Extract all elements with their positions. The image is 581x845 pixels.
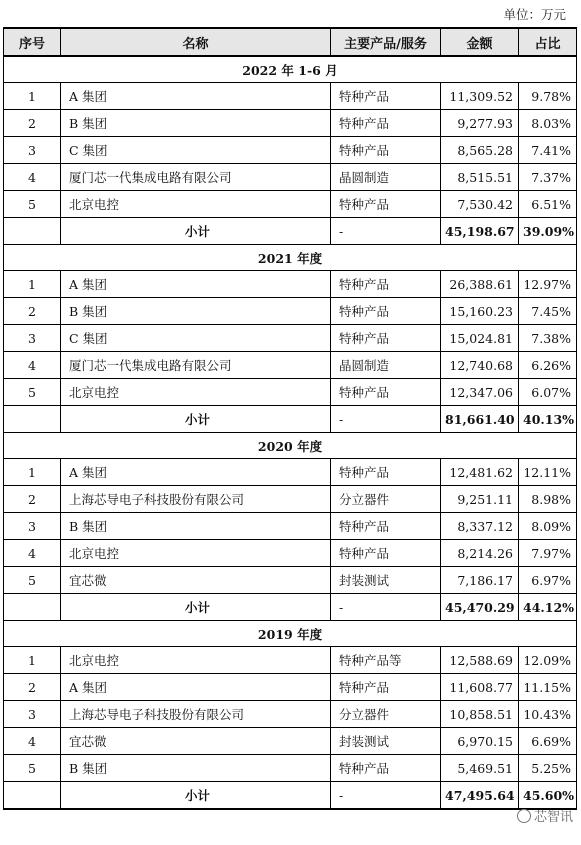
amount: 12,347.06 xyxy=(441,379,519,406)
table-row xyxy=(4,459,577,486)
period-label: 2020 年度 xyxy=(4,433,577,459)
amount: 5,469.51 xyxy=(441,755,519,782)
subtotal-amount: 47,495.64 xyxy=(441,782,519,810)
subtotal-label: 小计 xyxy=(61,782,331,810)
row-index: 4 xyxy=(4,352,61,379)
ratio: 9.78% xyxy=(519,83,577,110)
customer-name: A 集团 xyxy=(61,674,331,701)
customer-name: 北京电控 xyxy=(61,647,331,674)
ratio: 7.45% xyxy=(519,298,577,325)
amount: 12,740.68 xyxy=(441,352,519,379)
product-type: 特种产品 xyxy=(331,110,441,137)
product-type: 特种产品 xyxy=(331,379,441,406)
customer-name: C 集团 xyxy=(61,325,331,352)
table-row xyxy=(4,325,577,352)
row-index: 2 xyxy=(4,110,61,137)
customer-name: 北京电控 xyxy=(61,379,331,406)
period-row xyxy=(4,433,577,459)
table-row xyxy=(4,486,577,513)
product-type: 特种产品 xyxy=(331,137,441,164)
subtotal-row xyxy=(4,218,577,245)
row-index: 5 xyxy=(4,567,61,594)
subtotal-label: 小计 xyxy=(61,594,331,621)
ratio: 6.51% xyxy=(519,191,577,218)
ratio: 7.41% xyxy=(519,137,577,164)
customer-name: 宜芯微 xyxy=(61,567,331,594)
customer-name: 厦门芯一代集成电路有限公司 xyxy=(61,352,331,379)
amount: 11,608.77 xyxy=(441,674,519,701)
customer-name: 宜芯微 xyxy=(61,728,331,755)
ratio: 12.09% xyxy=(519,647,577,674)
period-row xyxy=(4,56,577,83)
customer-name: 北京电控 xyxy=(61,191,331,218)
header-name: 名称 xyxy=(61,28,331,56)
ratio: 6.69% xyxy=(519,728,577,755)
ratio: 6.97% xyxy=(519,567,577,594)
amount: 11,309.52 xyxy=(441,83,519,110)
row-index: 3 xyxy=(4,513,61,540)
ratio: 8.09% xyxy=(519,513,577,540)
table-header-row xyxy=(4,28,577,56)
subtotal-index-cell xyxy=(4,594,61,621)
subtotal-row xyxy=(4,782,577,810)
table-row xyxy=(4,271,577,298)
subtotal-index-cell xyxy=(4,406,61,433)
product-type: 特种产品 xyxy=(331,191,441,218)
subtotal-index-cell xyxy=(4,782,61,810)
subtotal-ratio: 40.13% xyxy=(519,406,577,433)
table-row xyxy=(4,137,577,164)
product-type: 分立器件 xyxy=(331,701,441,728)
amount: 7,186.17 xyxy=(441,567,519,594)
row-index: 1 xyxy=(4,459,61,486)
amount: 8,565.28 xyxy=(441,137,519,164)
product-type: 特种产品等 xyxy=(331,647,441,674)
subtotal-ratio: 44.12% xyxy=(519,594,577,621)
row-index: 5 xyxy=(4,191,61,218)
period-label: 2019 年度 xyxy=(4,621,577,647)
customer-name: B 集团 xyxy=(61,513,331,540)
row-index: 1 xyxy=(4,647,61,674)
product-type: 特种产品 xyxy=(331,83,441,110)
ratio: 12.11% xyxy=(519,459,577,486)
customer-name: A 集团 xyxy=(61,271,331,298)
subtotal-amount: 45,470.29 xyxy=(441,594,519,621)
row-index: 5 xyxy=(4,379,61,406)
row-index: 3 xyxy=(4,137,61,164)
amount: 12,588.69 xyxy=(441,647,519,674)
row-index: 4 xyxy=(4,164,61,191)
ratio: 7.37% xyxy=(519,164,577,191)
row-index: 4 xyxy=(4,540,61,567)
amount: 8,515.51 xyxy=(441,164,519,191)
amount: 12,481.62 xyxy=(441,459,519,486)
subtotal-ratio: 45.60% xyxy=(519,782,577,810)
amount: 6,970.15 xyxy=(441,728,519,755)
product-type: 特种产品 xyxy=(331,540,441,567)
ratio: 12.97% xyxy=(519,271,577,298)
amount: 15,024.81 xyxy=(441,325,519,352)
product-type: 特种产品 xyxy=(331,271,441,298)
ratio: 5.25% xyxy=(519,755,577,782)
table-row xyxy=(4,755,577,782)
table-row xyxy=(4,83,577,110)
product-type: 特种产品 xyxy=(331,459,441,486)
product-type: 特种产品 xyxy=(331,325,441,352)
customer-name: B 集团 xyxy=(61,298,331,325)
subtotal-amount: 81,661.40 xyxy=(441,406,519,433)
subtotal-index-cell xyxy=(4,218,61,245)
product-type: 晶圆制造 xyxy=(331,352,441,379)
table-row xyxy=(4,191,577,218)
amount: 8,214.26 xyxy=(441,540,519,567)
customer-name: B 集团 xyxy=(61,110,331,137)
ratio: 10.43% xyxy=(519,701,577,728)
row-index: 2 xyxy=(4,674,61,701)
customer-name: B 集团 xyxy=(61,755,331,782)
subtotal-row xyxy=(4,594,577,621)
ratio: 7.38% xyxy=(519,325,577,352)
customer-name: A 集团 xyxy=(61,459,331,486)
product-type: 特种产品 xyxy=(331,674,441,701)
subtotal-product: - xyxy=(331,218,441,245)
subtotal-row xyxy=(4,406,577,433)
subtotal-amount: 45,198.67 xyxy=(441,218,519,245)
amount: 9,251.11 xyxy=(441,486,519,513)
watermark-text: 芯智讯 xyxy=(533,810,573,825)
product-type: 分立器件 xyxy=(331,486,441,513)
customer-name: 北京电控 xyxy=(61,540,331,567)
subtotal-product: - xyxy=(331,594,441,621)
amount: 26,388.61 xyxy=(441,271,519,298)
ratio: 6.07% xyxy=(519,379,577,406)
amount: 8,337.12 xyxy=(441,513,519,540)
product-type: 特种产品 xyxy=(331,298,441,325)
subtotal-product: - xyxy=(331,406,441,433)
ratio: 8.98% xyxy=(519,486,577,513)
customer-name: 厦门芯一代集成电路有限公司 xyxy=(61,164,331,191)
period-row xyxy=(4,245,577,271)
subtotal-label: 小计 xyxy=(61,218,331,245)
customer-name: 上海芯导电子科技股份有限公司 xyxy=(61,701,331,728)
table-row xyxy=(4,379,577,406)
wechat-icon xyxy=(517,809,531,823)
row-index: 3 xyxy=(4,701,61,728)
table-row xyxy=(4,701,577,728)
subtotal-ratio: 39.09% xyxy=(519,218,577,245)
customer-name: 上海芯导电子科技股份有限公司 xyxy=(61,486,331,513)
period-row xyxy=(4,621,577,647)
product-type: 封装测试 xyxy=(331,567,441,594)
product-type: 特种产品 xyxy=(331,513,441,540)
amount: 9,277.93 xyxy=(441,110,519,137)
customer-name: C 集团 xyxy=(61,137,331,164)
ratio: 7.97% xyxy=(519,540,577,567)
amount: 7,530.42 xyxy=(441,191,519,218)
row-index: 3 xyxy=(4,325,61,352)
ratio: 6.26% xyxy=(519,352,577,379)
row-index: 5 xyxy=(4,755,61,782)
product-type: 特种产品 xyxy=(331,755,441,782)
header-index: 序号 xyxy=(4,28,61,56)
ratio: 8.03% xyxy=(519,110,577,137)
header-product: 主要产品/服务 xyxy=(331,28,441,56)
subtotal-label: 小计 xyxy=(61,406,331,433)
table-row xyxy=(4,647,577,674)
table-row xyxy=(4,674,577,701)
table-row xyxy=(4,728,577,755)
subtotal-product: - xyxy=(331,782,441,810)
header-amount: 金额 xyxy=(441,28,519,56)
table-row xyxy=(4,110,577,137)
product-type: 封装测试 xyxy=(331,728,441,755)
period-label: 2022 年 1-6 月 xyxy=(4,56,577,83)
customer-revenue-table xyxy=(3,27,577,810)
row-index: 1 xyxy=(4,271,61,298)
table-row xyxy=(4,567,577,594)
amount: 10,858.51 xyxy=(441,701,519,728)
amount: 15,160.23 xyxy=(441,298,519,325)
row-index: 2 xyxy=(4,486,61,513)
row-index: 4 xyxy=(4,728,61,755)
table-row xyxy=(4,513,577,540)
table-row xyxy=(4,298,577,325)
header-ratio: 占比 xyxy=(519,28,577,56)
row-index: 1 xyxy=(4,83,61,110)
period-label: 2021 年度 xyxy=(4,245,577,271)
table-body xyxy=(4,56,577,809)
table-row xyxy=(4,352,577,379)
row-index: 2 xyxy=(4,298,61,325)
product-type: 晶圆制造 xyxy=(331,164,441,191)
ratio: 11.15% xyxy=(519,674,577,701)
unit-label: 单位：万元 xyxy=(503,7,566,22)
table-row xyxy=(4,164,577,191)
customer-name: A 集团 xyxy=(61,83,331,110)
watermark xyxy=(517,806,573,825)
table-row xyxy=(4,540,577,567)
